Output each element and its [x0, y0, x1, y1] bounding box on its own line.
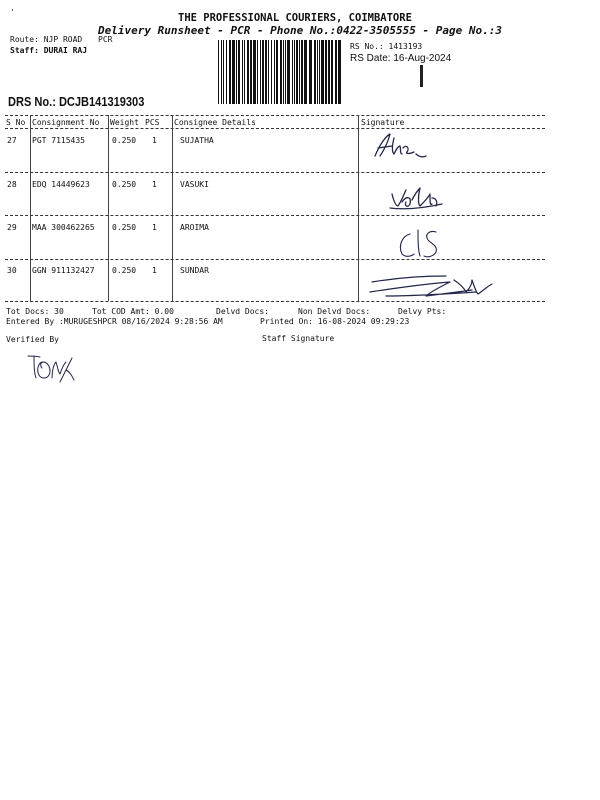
- row-consignee: SUNDAR: [180, 266, 209, 275]
- route-label: Route: NJP ROAD: [10, 35, 83, 44]
- barcode-bar: [229, 40, 231, 104]
- table-bottom-rule: [5, 301, 545, 302]
- entered-by: Entered By :MURUGESHPCR 08/16/2024 9:28:56 AM: [6, 317, 223, 326]
- barcode-bar: [280, 40, 282, 104]
- row-consignment: PGT 7115435: [32, 136, 85, 145]
- barcode-bar: [294, 40, 295, 104]
- row-consignment: GGN 911132427: [32, 266, 95, 275]
- signature-row-27: [370, 130, 430, 164]
- barcode-bar: [244, 40, 245, 104]
- barcode-bar: [317, 40, 318, 104]
- col-header-signature: Signature: [361, 118, 405, 127]
- barcode: [218, 40, 344, 104]
- barcode-bar: [221, 40, 222, 104]
- total-docs: Tot Docs: 30: [6, 307, 64, 316]
- barcode-bar: [296, 40, 298, 104]
- barcode-bar: [331, 40, 333, 104]
- barcode-bar: [253, 40, 256, 104]
- barcode-bar: [268, 40, 269, 104]
- barcode-bar: [304, 40, 307, 104]
- row-pcs: 1: [152, 223, 157, 232]
- total-cod-amount: Tot COD Amt: 0.00: [92, 307, 174, 316]
- barcode-bar: [325, 40, 327, 104]
- row-weight: 0.250: [112, 180, 137, 189]
- row-weight: 0.250: [112, 223, 137, 232]
- barcode-bar: [262, 40, 264, 104]
- barcode-bar: [223, 40, 224, 104]
- barcode-bar: [250, 40, 252, 104]
- row-consignee: AROIMA: [180, 223, 209, 232]
- col-divider-3: [172, 115, 173, 301]
- barcode-bar: [321, 40, 324, 104]
- route-code: PCR: [98, 35, 113, 44]
- barcode-bar: [236, 40, 237, 104]
- staff-name: Staff: DURAI RAJ: [10, 46, 88, 55]
- barcode-bar: [274, 40, 275, 104]
- row-pcs: 1: [152, 180, 157, 189]
- barcode-bar: [226, 40, 227, 104]
- row-rule: [5, 172, 545, 173]
- signature-row-30: [366, 270, 498, 300]
- signature-row-29: [396, 226, 446, 262]
- row-pcs: 1: [152, 136, 157, 145]
- corner-mark: ': [10, 8, 15, 17]
- col-header-sno: S No: [6, 118, 26, 127]
- barcode-bar: [242, 40, 243, 104]
- rs-number: RS No.: 1413193: [350, 42, 423, 51]
- barcode-bar: [247, 40, 249, 104]
- barcode-bar: [271, 40, 272, 104]
- col-divider-4: [358, 115, 359, 301]
- barcode-bar: [285, 40, 286, 104]
- col-header-pcs: PCS: [145, 118, 160, 127]
- row-pcs: 1: [152, 266, 157, 275]
- verified-by-label: Verified By: [6, 335, 59, 344]
- barcode-bar: [292, 40, 293, 104]
- barcode-bar: [301, 40, 303, 104]
- col-divider-2: [108, 115, 109, 301]
- barcode-bar: [338, 40, 341, 104]
- verifier-signature: [24, 352, 76, 386]
- col-header-consignee: Consignee Details: [174, 118, 256, 127]
- company-name: THE PROFESSIONAL COURIERS, COIMBATORE: [178, 12, 412, 24]
- row-rule: [5, 259, 545, 260]
- barcode-bar: [238, 40, 240, 104]
- runsheet-title: Delivery Runsheet - PCR - Phone No.:0422-3505555 - Page No.:3: [98, 24, 502, 37]
- barcode-bar: [257, 40, 258, 104]
- col-header-weight: Weight: [110, 118, 139, 127]
- barcode-bar: [328, 40, 330, 104]
- barcode-bar: [265, 40, 267, 104]
- row-sno: 27: [7, 136, 17, 145]
- delivered-docs: Delvd Docs:: [216, 307, 269, 316]
- barcode-bar: [287, 40, 290, 104]
- table-header-rule: [5, 128, 545, 129]
- barcode-bar: [335, 40, 337, 104]
- row-rule: [5, 215, 545, 216]
- row-sno: 29: [7, 223, 17, 232]
- printed-on: Printed On: 16-08-2024 09:29:23: [260, 317, 410, 326]
- barcode-bar: [319, 40, 320, 104]
- drs-number: DRS No.: DCJB141319303: [8, 94, 145, 109]
- row-consignee: SUJATHA: [180, 136, 214, 145]
- row-weight: 0.250: [112, 266, 137, 275]
- row-sno: 30: [7, 266, 17, 275]
- barcode-bar: [314, 40, 316, 104]
- barcode-bar: [218, 40, 219, 104]
- delivery-points: Delvy Pts:: [398, 307, 447, 316]
- row-weight: 0.250: [112, 136, 137, 145]
- staff-signature-label: Staff Signature: [262, 334, 335, 343]
- row-consignment: EDQ 14449623: [32, 180, 90, 189]
- col-header-consignment: Consignment No: [32, 118, 100, 127]
- barcode-bar: [276, 40, 278, 104]
- table-top-rule: [5, 115, 545, 116]
- signature-row-28: [388, 182, 448, 212]
- barcode-bar: [283, 40, 284, 104]
- row-consignment: MAA 300462265: [32, 223, 95, 232]
- row-consignee: VASUKI: [180, 180, 209, 189]
- non-delivered-docs: Non Delvd Docs:: [298, 307, 371, 316]
- barcode-bar: [232, 40, 235, 104]
- barcode-bar: [260, 40, 261, 104]
- ink-mark: [420, 65, 423, 87]
- barcode-bar: [299, 40, 300, 104]
- rs-date: RS Date: 16-Aug-2024: [350, 53, 452, 64]
- barcode-bar: [309, 40, 312, 104]
- col-divider-1: [30, 115, 31, 301]
- row-sno: 28: [7, 180, 17, 189]
